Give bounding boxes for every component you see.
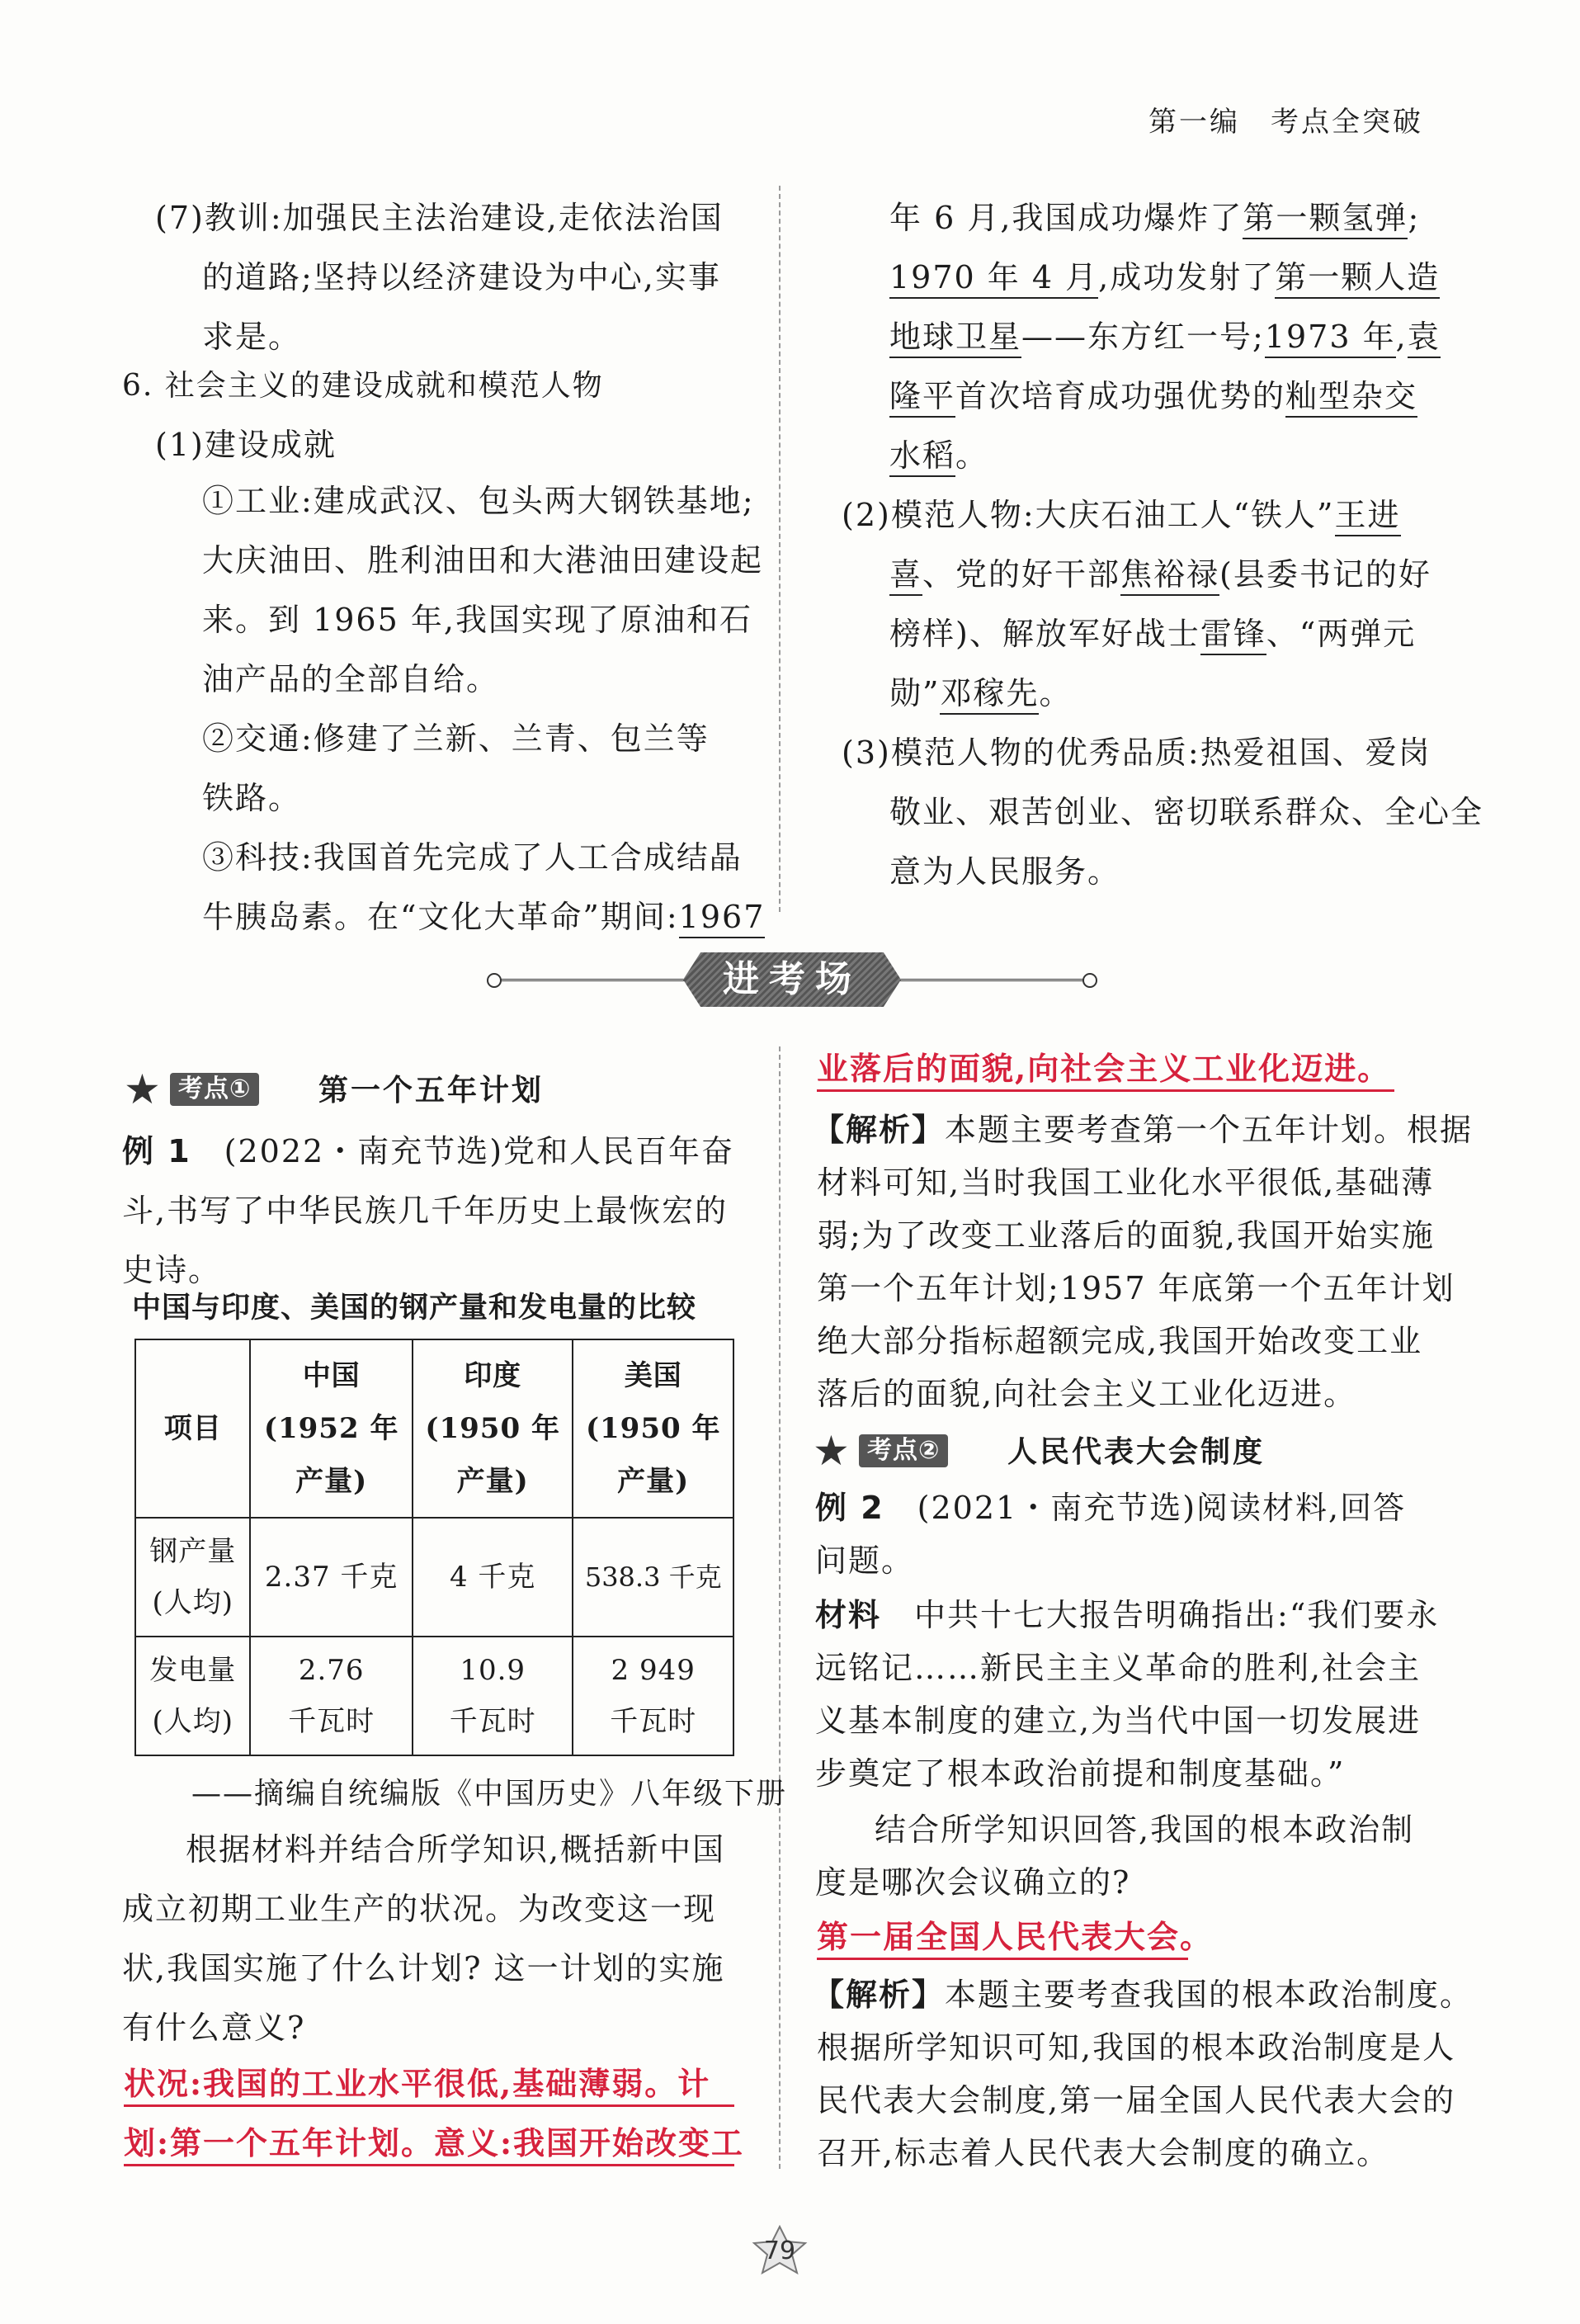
kaodian-badge: 考点① [170,1073,259,1106]
section-banner [487,947,1097,1013]
text-segment: ; [1408,200,1421,236]
page-number: 79 [763,2237,796,2265]
material-label: 材料 [815,1597,882,1633]
science-line-2-text: 牛胰岛素。在“文化大革命”期间: [202,899,679,935]
material-line-4: 步奠定了根本政治前提和制度基础。” [815,1755,1346,1792]
explanation-1-line-6: 落后的面貌,向社会主义工业化迈进。 [817,1376,1357,1412]
banner-dot-icon [1082,973,1097,988]
cell-text: 10.9 [460,1654,526,1687]
text-segment: , [1395,319,1408,355]
comparison-table [134,1339,734,1756]
first-satellite: 第一颗人造 [1275,259,1440,299]
table-cell: 2.37 千克 [250,1518,413,1637]
explanation-1-line-4: 第一个五年计划;1957 年底第一个五年计划 [817,1270,1455,1306]
models-line-3 [889,616,1417,652]
science-cont-line-2 [889,259,1441,295]
text-segment: 、党的好干部 [922,556,1121,593]
first-hydrogen-bomb: 第一颗氢弹 [1243,200,1408,239]
question-1-line-3: 状,我国实施了什么计划? 这一计划的实施 [122,1950,725,1986]
answer-1-line-3: 业落后的面貌,向社会主义工业化迈进。 [817,1053,1394,1092]
cell-text: 千瓦时 [610,1705,697,1738]
kaodian-1-heading [124,1065,751,1113]
kaodian-title: 人民代表大会制度 [1007,1435,1266,1469]
question-1-line-1: 根据材料并结合所学知识,概括新中国 [186,1831,726,1868]
header-cell-china [250,1339,413,1518]
cell-text: 千瓦时 [449,1705,536,1738]
table-source: ——摘编自统编版《中国历史》八年级下册 [191,1777,788,1811]
example-1-line-3: 史诗。 [122,1252,222,1288]
text-segment: 首次培育成功强优势的 [955,378,1286,414]
section-6-title: 6. 社会主义的建设成就和模范人物 [122,369,604,403]
page-number-badge [746,2225,814,2274]
header-cell-usa [573,1339,733,1518]
lei-feng: 雷锋 [1200,616,1266,655]
cell-text: 2.76 [298,1654,365,1687]
wang-jinxi: 王进 [1335,497,1401,536]
text-segment: (2)模范人物:大庆石油工人“铁人” [842,497,1335,533]
material-line-3: 义基本制度的建立,为当代中国一切发展进 [815,1703,1422,1739]
question-1-line-4: 有什么意义? [122,2010,306,2046]
qualities-line-1: (3)模范人物的优秀品质:热爱祖国、爱岗 [842,735,1431,771]
answer-2: 第一届全国人民代表大会。 [817,1921,1188,1960]
wang-jinxi-cont: 喜 [889,556,922,596]
header-text: 产量) [617,1465,690,1498]
header-text: 产量) [456,1465,529,1498]
text-segment: 。 [955,437,989,474]
transport-line-2: 铁路。 [202,780,302,816]
example-label: 例 2 [815,1490,884,1526]
models-line-2 [889,556,1431,593]
text-segment: 年 6 月,我国成功爆炸了 [889,200,1243,236]
explanation-1-line-5: 绝大部分指标超额完成,我国开始改变工业 [817,1323,1423,1359]
table-row [135,1637,733,1755]
science-cont-line-1 [889,202,1420,234]
header-text: 产量) [295,1465,368,1498]
banner-dot-icon [487,973,502,988]
models-line-1 [842,499,1401,531]
star-figure-icon: ★ [813,1427,850,1475]
text-segment: ——东方红一号; [1021,319,1265,355]
industry-line-4: 油产品的全部自给。 [202,661,500,697]
text-segment: 本题主要考查第一个五年计划。根据 [945,1112,1474,1148]
kaodian-badge: 考点② [859,1434,948,1467]
date-1970-april: 1970 年 4 月 [889,259,1098,299]
example-2-line-1 [815,1490,1407,1526]
header-text: 项目 [163,1412,222,1445]
transport-line-1: ②交通:修建了兰新、兰青、包兰等 [202,720,710,757]
header-text: (1950 年 [585,1412,721,1445]
deng-jiaxian: 邓稼先 [940,675,1039,715]
jiao-yulu: 焦裕禄 [1120,556,1219,596]
kaodian-title: 第一个五年计划 [318,1074,545,1108]
material-line-2: 远铭记……新民主主义革命的胜利,社会主 [815,1650,1422,1686]
qualities-line-3: 意为人民服务。 [889,853,1121,890]
science-cont-line-4 [889,380,1417,412]
cell-text: 发电量 [149,1654,237,1687]
column-divider [779,1046,781,2169]
table-cell: 4 千克 [413,1518,573,1637]
header-cell-india [413,1339,573,1518]
science-cont-line-5 [889,437,989,474]
explanation-2-line-4: 召开,标志着人民代表大会制度的确立。 [817,2135,1390,2171]
science-cont-line-3 [889,319,1441,355]
subsection-1-title: (1)建设成就 [155,427,337,463]
qualities-line-2: 敬业、艰苦创业、密切联系群众、全心全 [889,794,1484,830]
text-segment: 本题主要考查我国的根本政治制度。 [945,1977,1474,2013]
table-cell [573,1637,733,1755]
table-title: 中国与印度、美国的钢产量和发电量的比较 [132,1292,697,1325]
explanation-1-line-1 [813,1112,1474,1148]
hybrid-rice-cont: 水稻 [889,437,955,477]
header-text: (1952 年 [263,1412,399,1445]
text-segment: 榜样)、解放军好战士 [889,616,1200,652]
example-1-line-2: 斗,书写了中华民族几千年历史上最恢宏的 [122,1193,729,1229]
header-text: 印度 [464,1359,522,1392]
explanation-2-line-3: 民代表大会制度,第一届全国人民代表大会的 [817,2082,1456,2119]
cell-text: 2 949 [611,1654,696,1687]
explanation-1-line-2: 材料可知,当时我国工业化水平很低,基础薄 [817,1164,1435,1201]
question-1-line-2: 成立初期工业生产的状况。为改变这一现 [122,1891,717,1927]
science-line-2 [202,901,765,933]
models-line-4 [889,675,1073,711]
text-segment: 、“两弹元 [1266,616,1417,652]
hybrid-rice: 籼型杂交 [1285,378,1417,418]
cell-text: (人均) [152,1705,233,1738]
lesson-line-2: 的道路;坚持以经济建设为中心,实事 [202,259,721,295]
question-2-line-2: 度是哪次会议确立的? [815,1864,1131,1901]
banner-rule [495,979,685,981]
example-2-line-2: 问题。 [815,1542,915,1579]
table-header-row [135,1339,733,1518]
banner-rule [899,979,1089,981]
row-label-cell [135,1637,250,1755]
year-1973: 1973 年 [1265,319,1396,358]
text-segment: 。 [1039,675,1073,711]
lesson-line-1: (7)教训:加强民主法治建设,走依法治国 [155,200,724,236]
explanation-1-line-3: 弱;为了改变工业落后的面貌,我国开始实施 [817,1217,1435,1254]
column-divider [779,186,781,912]
text-segment: 中共十七大报告明确指出:“我们要永 [881,1597,1440,1633]
year-1967: 1967 [679,899,766,938]
explanation-2-line-1 [813,1977,1474,2013]
industry-line-1: ①工业:建成武汉、包头两大钢铁基地; [202,483,755,519]
lesson-line-3: 求是。 [202,319,302,355]
text-segment: (2021・南充节选)阅读材料,回答 [884,1490,1407,1526]
text-segment: (县委书记的好 [1219,556,1431,593]
cell-text: 钢产量 [149,1535,237,1568]
example-label: 例 1 [122,1133,191,1169]
star-figure-icon: ★ [124,1065,161,1113]
explanation-label: 【解析】 [813,1977,946,2013]
cell-text: (人均) [152,1586,233,1619]
industry-line-2: 大庆油田、胜利油田和大港油田建设起 [202,542,764,579]
row-label-cell [135,1518,250,1637]
header-text: 美国 [624,1359,682,1392]
header-cell-item [135,1339,250,1518]
table-row [135,1518,733,1637]
answer-1-line-1: 状况:我国的工业水平很低,基础薄弱。计 [124,2068,734,2107]
header-text: 中国 [302,1359,361,1392]
science-line-1: ③科技:我国首先完成了人工合成结晶 [202,839,743,876]
satellite-cont: 地球卫星 [889,319,1021,358]
text-segment: 勋” [889,675,941,711]
running-header: 第一编 考点全突破 [1148,106,1423,139]
banner-title: 进考场 [723,958,861,1000]
cell-text: 千瓦时 [288,1705,375,1738]
example-1-line-1 [122,1133,735,1169]
table-cell: 538.3 千克 [573,1518,733,1637]
text-segment: ,成功发射了 [1098,259,1276,295]
explanation-label: 【解析】 [813,1112,946,1148]
explanation-2-line-2: 根据所学知识可知,我国的根本政治制度是人 [817,2029,1456,2066]
yuan-name-cont: 隆平 [889,378,955,418]
header-text: (1950 年 [425,1412,560,1445]
answer-1-line-2: 划:第一个五年计划。意义:我国开始改变工 [124,2128,734,2166]
industry-line-3: 来。到 1965 年,我国实现了原油和石 [202,602,752,638]
kaodian-2-heading [813,1427,1440,1475]
yuan-name: 袁 [1408,319,1441,358]
text-segment: (2022・南充节选)党和人民百年奋 [191,1133,735,1169]
question-2-line-1: 结合所学知识回答,我国的根本政治制 [875,1811,1415,1848]
material-line-1 [815,1599,1439,1631]
table-cell [413,1637,573,1755]
table-cell [250,1637,413,1755]
